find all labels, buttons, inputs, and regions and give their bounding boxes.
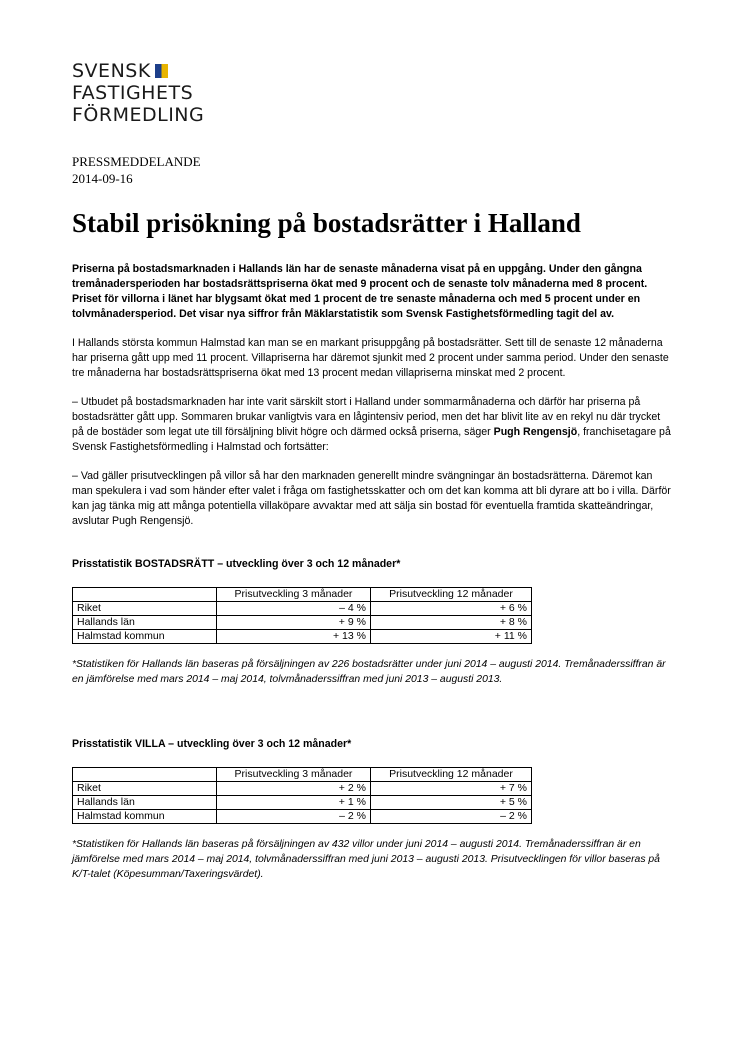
header-cell [73,768,217,782]
page-title: Stabil prisökning på bostadsrätter i Halland [72,208,581,238]
table-header-row [73,768,532,782]
villa-table [72,767,532,824]
lead-paragraph: Priserna på bostadsmarknaden i Hallands län har de senaste månaderna visat på en uppgång. Under den gångna tremånadersperioden har bostadsrättspriserna ökat med 9 procent och de senaste tolv månaderna med 8 procent. Priset för villorna i länet har blygsamt ökat med 1 procent de tre senaste månaderna och med 5 procent under en tolvmånadersperiod. Det visar nya siffror från Mäklarstatistik som Svensk Fastighetsförmedling tagit del av. [72,263,648,320]
bostadsratt-table-title: Prisstatistik BOSTADSRÄTT – utveckling över 3 och 12 månader* [72,558,401,570]
value-cell: + 6 % [370,602,531,616]
header-cell: Prisutveckling 3 månader [217,768,371,782]
table-header-row [73,588,532,602]
region-cell: Halmstad kommun [73,630,217,644]
article-body [72,262,672,896]
header-cell: Prisutveckling 12 månader [370,588,531,602]
bostadsratt-footnote: *Statistiken för Hallands län baseras på försäljningen av 226 bostadsrätter under juni 2014 – augusti 2014. Tremånaderssiffran är en jämförelse med mars 2014 – maj 2014, tolvmånaderssiffran med juni 2013 – augusti 2013. [72,659,666,685]
value-cell: – 4 % [217,602,371,616]
region-cell: Hallands län [73,796,217,810]
region-cell: Hallands län [73,616,217,630]
villa-table-title: Prisstatistik VILLA – utveckling över 3 och 12 månader* [72,738,352,750]
value-cell: – 2 % [370,810,531,824]
paragraph-2 [72,395,672,455]
table-row [73,630,532,644]
region-cell: Riket [73,782,217,796]
logo-line-2: FASTIGHETS [72,82,194,104]
paragraph-3: – Vad gäller prisutvecklingen på villor så har den marknaden generellt mindre svängningar än bostadsrätterna. Däremot kan man spekulera i vad som händer efter valet i fråga om fastighetsskatter och om det kan komma att bli dyrare att bo i villa. Därför kan jag tänka mig att många potentiella villaköpare avvaktar med att sälja sin bostad för eventuella framtida skatteändringar, avslutar Pugh Rengensjö. [72,470,671,527]
bostadsratt-table [72,587,532,644]
value-cell: + 13 % [217,630,371,644]
paragraph-1: I Hallands största kommun Halmstad kan man se en markant prisuppgång på bostadsrätter. Sett till de senaste 12 månaderna har priserna gått upp med 11 procent. Villapriserna har däremot sjunkit med 2 procent under samma period. Under den senaste tre månaderna har bostadsrättspriserna ökat med 13 procent medan villapriserna minskat med 2 procent. [72,337,669,379]
header-cell: Prisutveckling 3 månader [217,588,371,602]
paragraph-2-start: – Utbudet på bostadsmarknaden har inte varit särskilt stort i Halland under sommarmånaderna och därför har priserna på bostadsrätter gått upp. Sommaren brukar vanligtvis vara en lågintensiv period, men det har blivit lite av en rekyl nu där trycket på de bostäder som legat ute till försäljning blivit högre och därmed också priserna, säger [72,396,661,438]
swedish-flag-icon [155,64,168,78]
company-logo [72,60,204,126]
logo-line-1: SVENSK [72,60,151,82]
header-cell [73,588,217,602]
value-cell: + 11 % [370,630,531,644]
table-row [73,796,532,810]
value-cell: + 2 % [217,782,371,796]
quoted-person-name: Pugh Rengensjö [493,426,578,438]
villa-footnote: *Statistiken för Hallands län baseras på försäljningen av 432 villor under juni 2014 – augusti 2014. Tremånaderssiffran är en jämförelse med mars 2014 – maj 2014, tolvmånaderssiffran med juni 2013 – augusti 2013. Prisutvecklingen för villor baseras på K/T-talet (Köpesumman/Taxeringsvärdet). [72,839,660,880]
document-type: PRESSMEDDELANDE [72,154,201,169]
paragraph-2-end: , franchisetagare på Svensk Fastighetsförmedling i Halmstad och fortsätter: [72,426,671,453]
value-cell: + 9 % [217,616,371,630]
value-cell: + 5 % [370,796,531,810]
value-cell: + 1 % [217,796,371,810]
document-date: 2014-09-16 [72,171,133,186]
value-cell: + 7 % [370,782,531,796]
table-row [73,782,532,796]
table-row [73,810,532,824]
region-cell: Halmstad kommun [73,810,217,824]
value-cell: – 2 % [217,810,371,824]
logo-line-3: FÖRMEDLING [72,104,205,126]
value-cell: + 8 % [370,616,531,630]
table-row [73,616,532,630]
document-meta [72,153,201,187]
region-cell: Riket [73,602,217,616]
header-cell: Prisutveckling 12 månader [370,768,531,782]
table-row [73,602,532,616]
